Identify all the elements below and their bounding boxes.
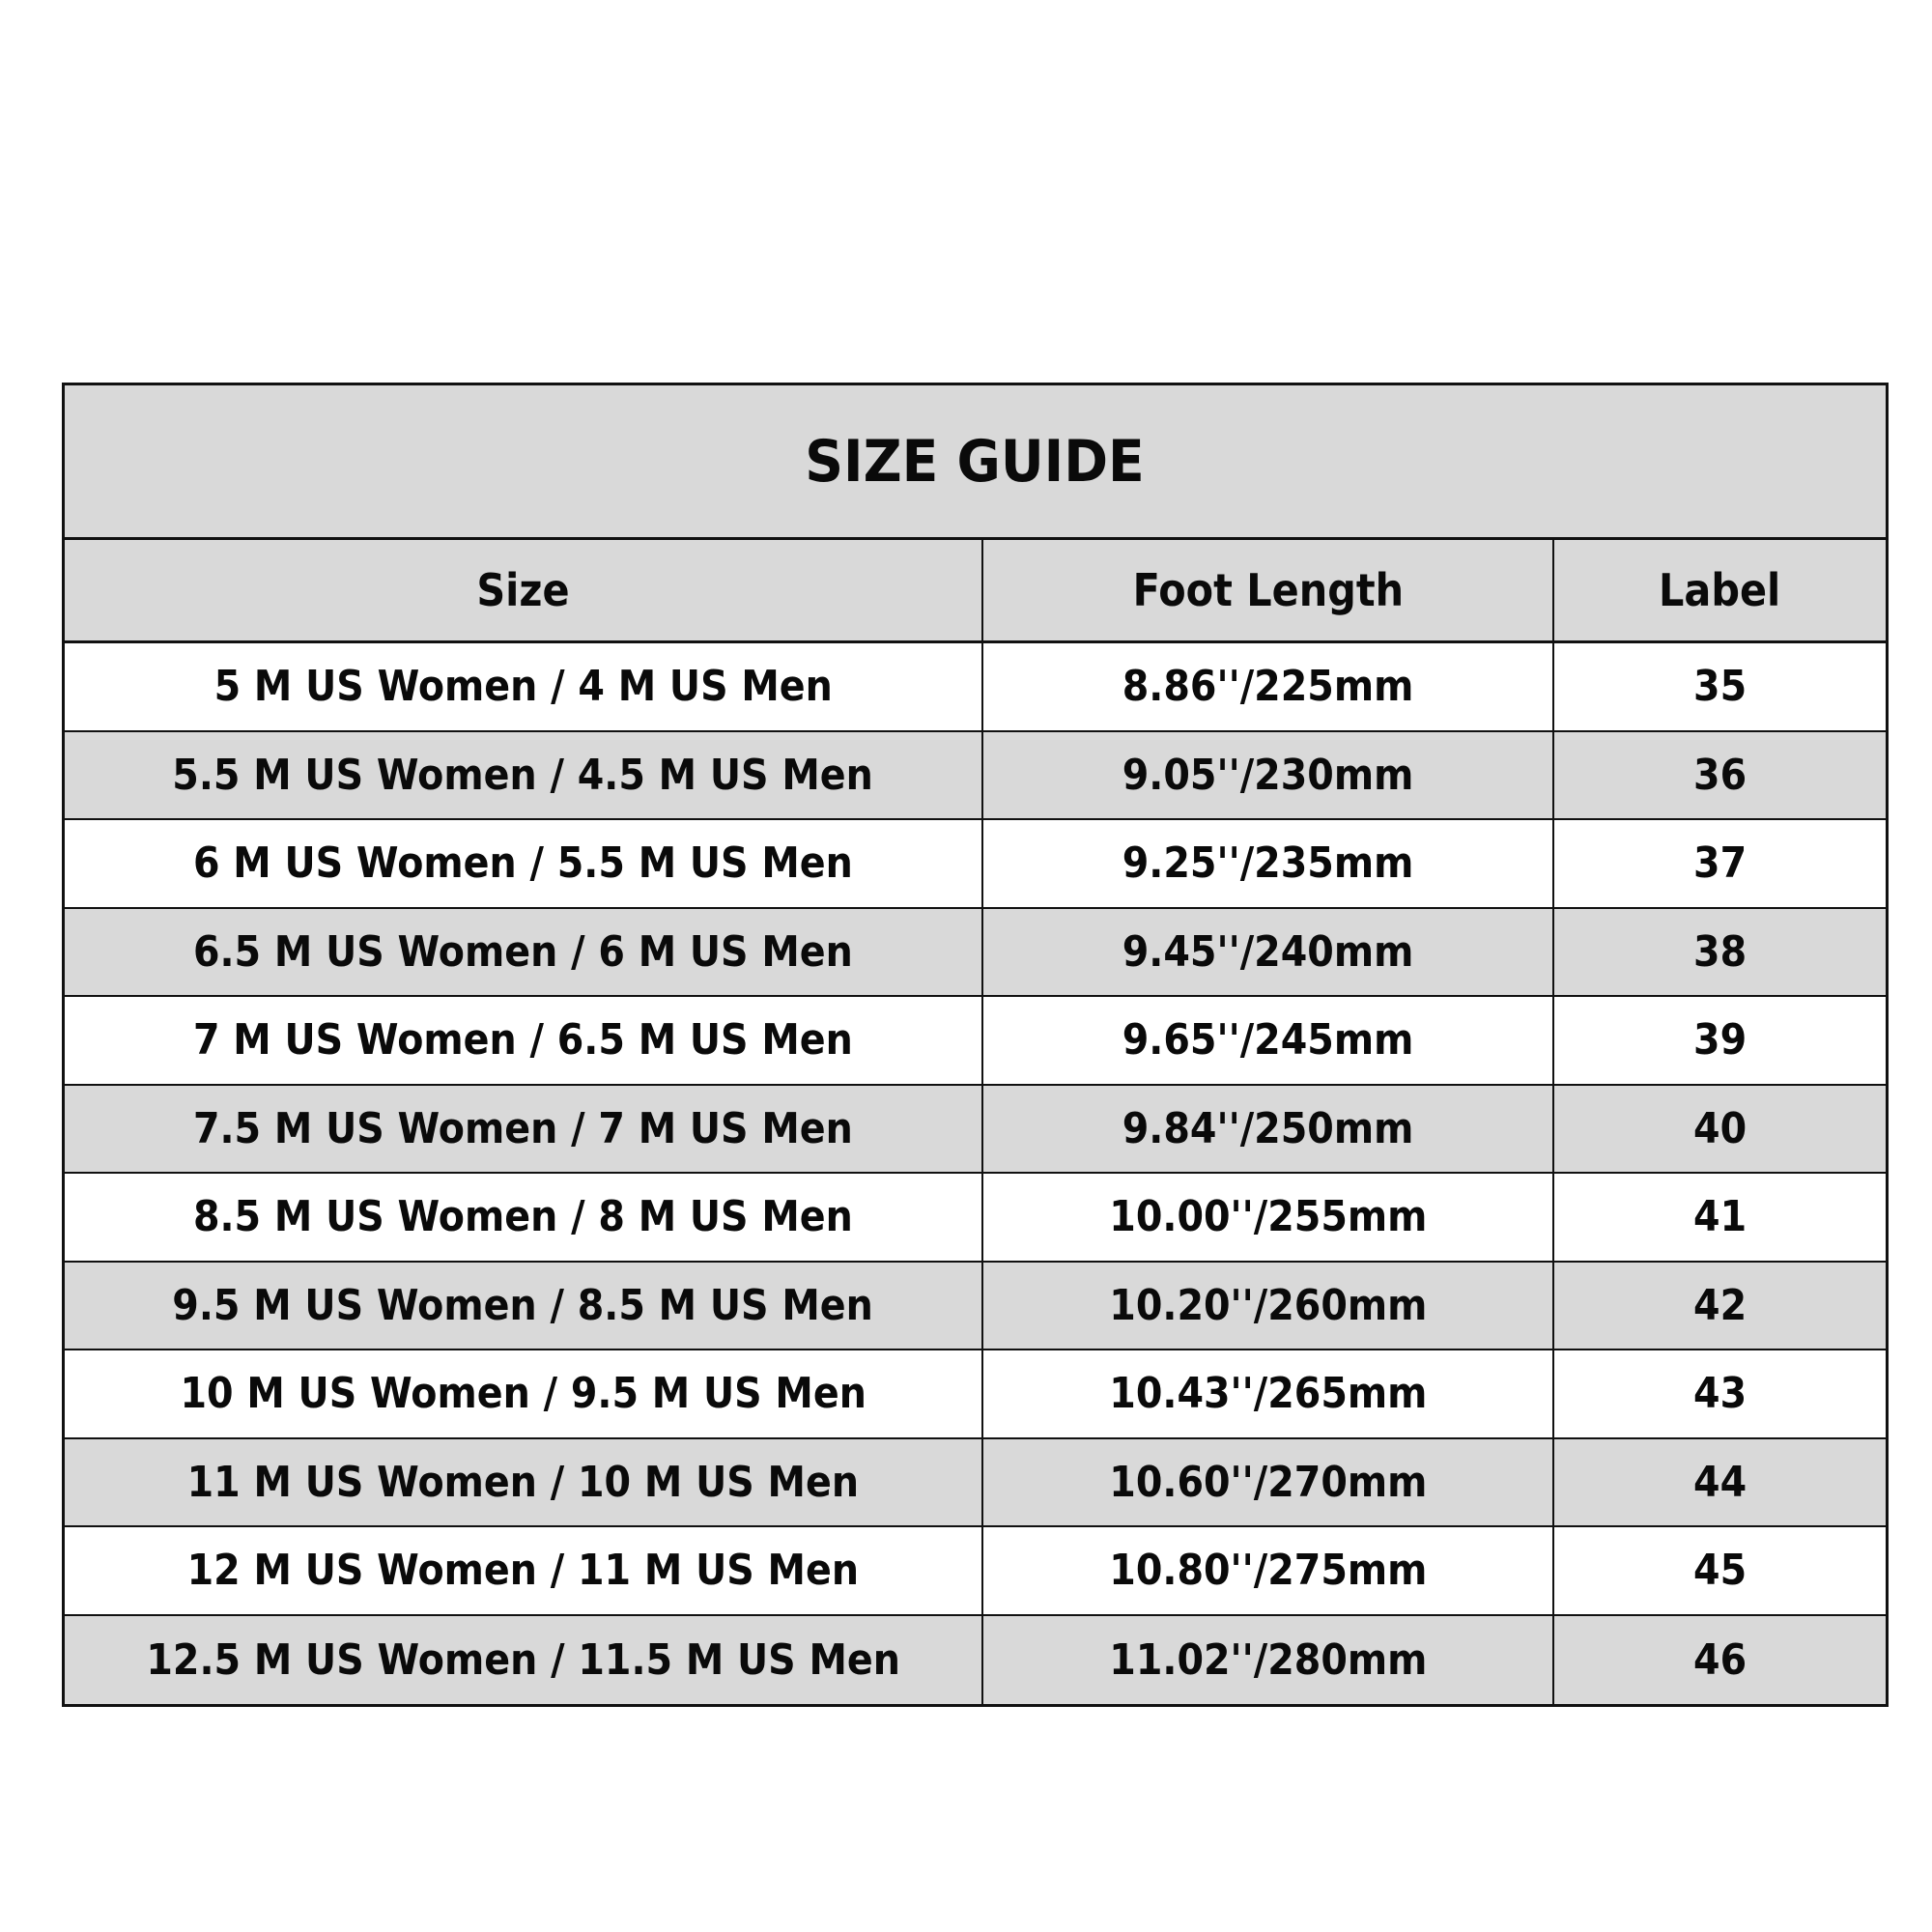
table-row — [65, 1086, 1886, 1175]
foot-length-cell: 10.20''/260mm — [983, 1263, 1554, 1350]
size-cell: 12.5 M US Women / 11.5 M US Men — [65, 1616, 983, 1705]
foot-length-cell: 10.80''/275mm — [983, 1527, 1554, 1614]
size-cell: 8.5 M US Women / 8 M US Men — [65, 1174, 983, 1261]
foot-length-cell: 9.25''/235mm — [983, 820, 1554, 907]
column-header-foot-length: Foot Length — [983, 540, 1554, 640]
label-cell: 44 — [1692, 1457, 1747, 1507]
column-header-label: Label — [1659, 564, 1781, 616]
size-cell: 6.5 M US Women / 6 M US Men — [65, 909, 983, 996]
column-header-size: Size — [65, 540, 983, 640]
foot-length-cell: 9.45''/240mm — [983, 909, 1554, 996]
table-row — [65, 1616, 1886, 1705]
size-cell: 7.5 M US Women / 7 M US Men — [65, 1086, 983, 1173]
foot-length-cell: 9.05''/230mm — [983, 732, 1554, 819]
table-row — [65, 732, 1886, 821]
table-header-row — [65, 540, 1886, 643]
size-cell: 9.5 M US Women / 8.5 M US Men — [65, 1263, 983, 1350]
label-cell: 35 — [1692, 662, 1747, 712]
size-cell: 10 M US Women / 9.5 M US Men — [65, 1350, 983, 1437]
label-cell: 36 — [1692, 750, 1747, 800]
label-cell: 41 — [1692, 1192, 1747, 1242]
table-row — [65, 909, 1886, 998]
foot-length-cell: 10.60''/270mm — [983, 1439, 1554, 1526]
size-cell: 12 M US Women / 11 M US Men — [65, 1527, 983, 1614]
table-title: SIZE GUIDE — [805, 427, 1146, 496]
table-row — [65, 1527, 1886, 1616]
label-cell: 38 — [1692, 926, 1747, 977]
table-row — [65, 820, 1886, 909]
table-row — [65, 1174, 1886, 1263]
label-cell: 37 — [1692, 838, 1747, 889]
foot-length-cell: 10.43''/265mm — [983, 1350, 1554, 1437]
size-cell: 5.5 M US Women / 4.5 M US Men — [65, 732, 983, 819]
table-row — [65, 997, 1886, 1086]
label-cell: 43 — [1692, 1369, 1747, 1419]
foot-length-cell: 9.65''/245mm — [983, 997, 1554, 1084]
size-cell: 5 M US Women / 4 M US Men — [65, 643, 983, 730]
label-cell: 42 — [1692, 1280, 1747, 1330]
label-cell: 45 — [1692, 1546, 1747, 1596]
table-row — [65, 643, 1886, 732]
table-row — [65, 1350, 1886, 1439]
label-cell: 46 — [1692, 1634, 1747, 1685]
table-row — [65, 1439, 1886, 1528]
label-cell: 39 — [1692, 1015, 1747, 1065]
size-cell: 11 M US Women / 10 M US Men — [65, 1439, 983, 1526]
label-cell: 40 — [1692, 1103, 1747, 1153]
foot-length-cell: 8.86''/225mm — [983, 643, 1554, 730]
foot-length-cell: 10.00''/255mm — [983, 1174, 1554, 1261]
size-cell: 7 M US Women / 6.5 M US Men — [65, 997, 983, 1084]
table-title-row — [65, 385, 1886, 540]
foot-length-cell: 9.84''/250mm — [983, 1086, 1554, 1173]
size-guide-table — [62, 383, 1889, 1707]
size-cell: 6 M US Women / 5.5 M US Men — [65, 820, 983, 907]
foot-length-cell: 11.02''/280mm — [983, 1616, 1554, 1705]
table-row — [65, 1263, 1886, 1351]
